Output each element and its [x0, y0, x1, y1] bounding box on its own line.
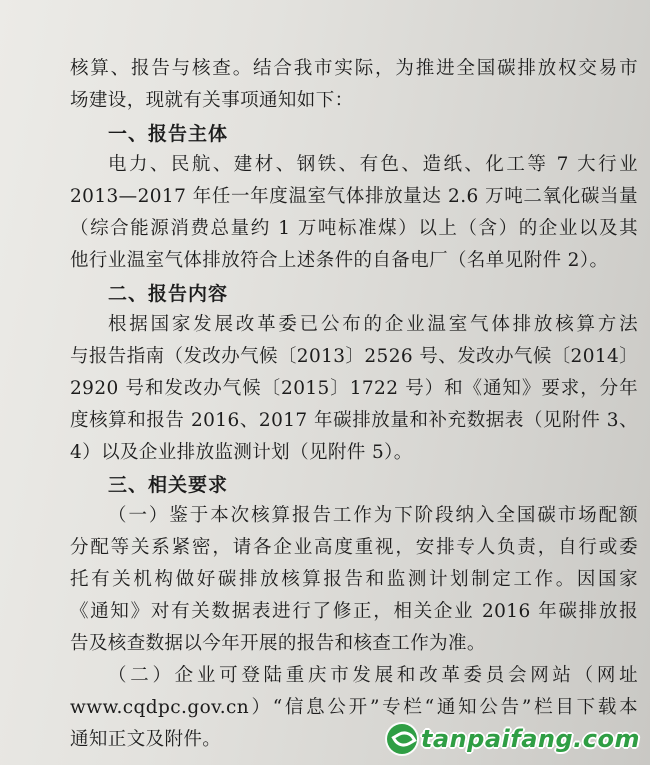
watermark [387, 723, 640, 755]
body-line-14: 托有关机构做好碳排放核算报告和监测计划制定工作。因国家 [70, 569, 638, 590]
body-line-13: 分配等关系紧密，请各企业高度重视，安排专人负责，自行或委 [70, 537, 638, 558]
body-line-10: 度核算和报告 2016、2017 年碳排放量和补充数据表（见附件 3、 [70, 410, 638, 431]
section-heading-2: 二、报告内容 [108, 283, 229, 305]
body-line-3: 电力、民航、建材、钢铁、有色、造纸、化工等 7 大行业 [108, 154, 638, 175]
watermark-text: tanpaifang.com [420, 725, 640, 753]
body-line-6: 他行业温室气体排放符合上述条件的自备电厂（名单见附件 2）。 [70, 250, 609, 271]
leaf-icon [387, 724, 417, 754]
body-line-8: 与报告指南（发改办气候〔2013〕2526 号、发改办气候〔2014〕 [70, 346, 639, 367]
body-line-18: www.cqdpc.gov.cn）“信息公开”专栏“通知公告”栏目下载本 [70, 697, 638, 718]
body-line-17: （二）企业可登陆重庆市发展和改革委员会网站（网址 [108, 665, 638, 686]
body-line-5: （综合能源消费总量约 1 万吨标准煤）以上（含）的企业以及其 [70, 218, 638, 239]
body-line-7: 根据国家发展改革委已公布的企业温室气体排放核算方法 [108, 314, 638, 335]
body-line-16: 告及核查数据以今年开展的报告和核查工作为准。 [70, 633, 486, 654]
body-line-1: 核算、报告与核查。结合我市实际，为推进全国碳排放权交易市 [70, 58, 638, 79]
body-line-12: （一）鉴于本次核算报告工作为下阶段纳入全国碳市场配额 [108, 505, 638, 526]
body-line-2: 场建设，现就有关事项通知如下： [70, 90, 354, 111]
body-line-11: 4）以及企业排放监测计划（见附件 5）。 [70, 442, 413, 463]
section-heading-3: 三、相关要求 [108, 474, 229, 496]
body-line-19: 通知正文及附件。 [70, 729, 222, 750]
body-line-9: 2920 号和发改办气候〔2015〕1722 号）和《通知》要求，分年 [70, 378, 638, 399]
body-line-15: 《通知》对有关数据表进行了修正，相关企业 2016 年碳排放报 [70, 601, 638, 622]
section-heading-1: 一、报告主体 [108, 123, 229, 145]
body-line-4: 2013—2017 年任一年度温室气体排放量达 2.6 万吨二氧化碳当量 [70, 186, 638, 207]
